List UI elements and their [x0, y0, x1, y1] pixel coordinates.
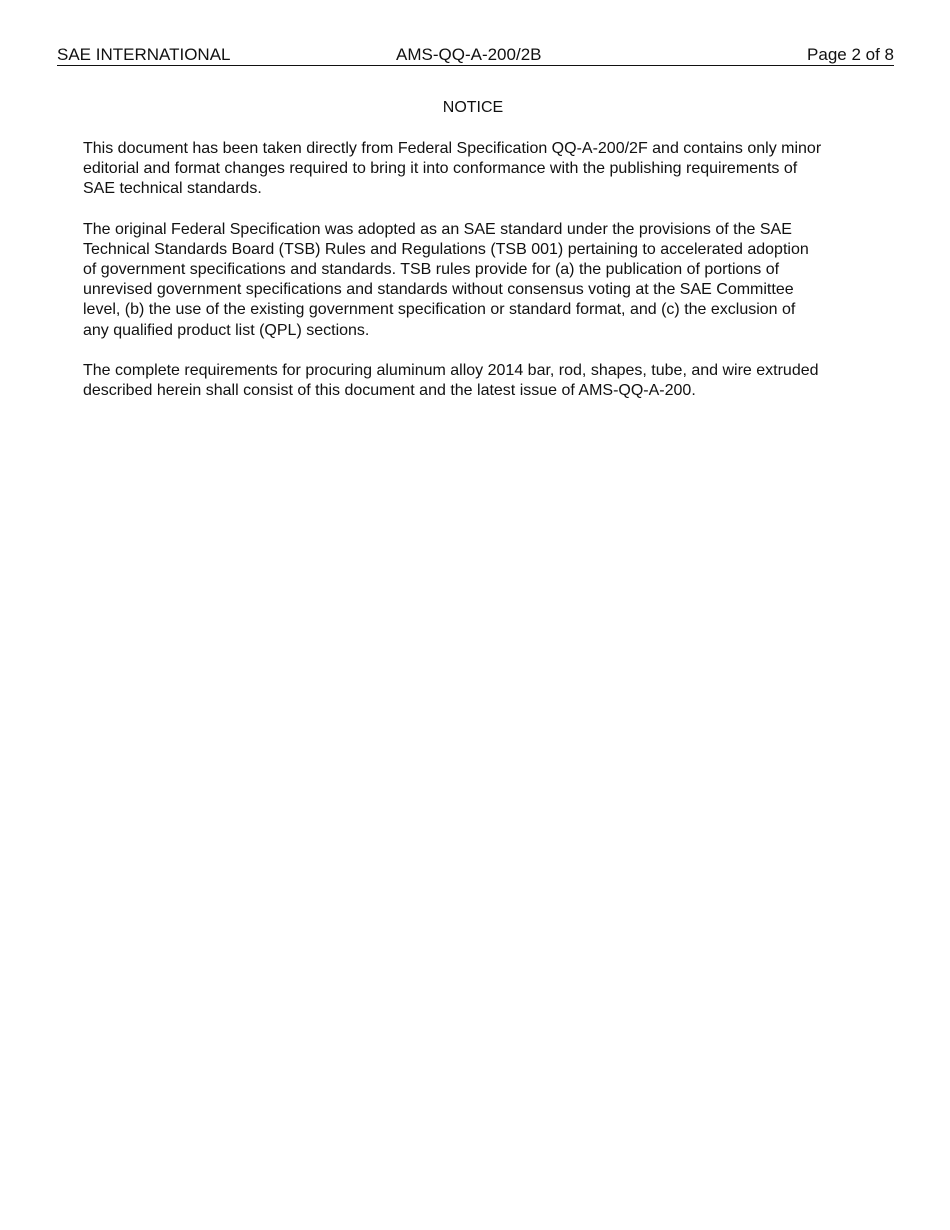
page-header [57, 45, 894, 66]
notice-title: NOTICE [442, 99, 504, 116]
notice-paragraph-2: The original Federal Specification was adopted as an SAE standard under the provisions of the SAE Technical Standards Board (TSB) Rules and Regulations (TSB 001) pertaining to accelerated adoption of government specifications and standards. TSB rules provide for (a) the publication of portions of unrevised government specifications and standards without consensus voting at the SAE Committee level, (b) the use of the existing government specification or standard format, and (c) the exclusion of any qualified product list (QPL) sections. [83, 220, 809, 339]
header-organization: SAE INTERNATIONAL [57, 45, 231, 64]
notice-paragraph-1: This document has been taken directly from Federal Specification QQ-A-200/2F and contains only minor editorial and format changes required to bring it into conformance with the publishing requirements of SAE technical standards. [83, 140, 822, 198]
header-document-number: AMS-QQ-A-200/2B [396, 45, 542, 64]
notice-body [83, 139, 868, 421]
header-page-number: Page 2 of 8 [807, 45, 894, 64]
notice-paragraph-3: The complete requirements for procuring aluminum alloy 2014 bar, rod, shapes, tube, and wire extruded described herein shall consist of this document and the latest issue of AMS-QQ-A-200. [83, 361, 819, 400]
